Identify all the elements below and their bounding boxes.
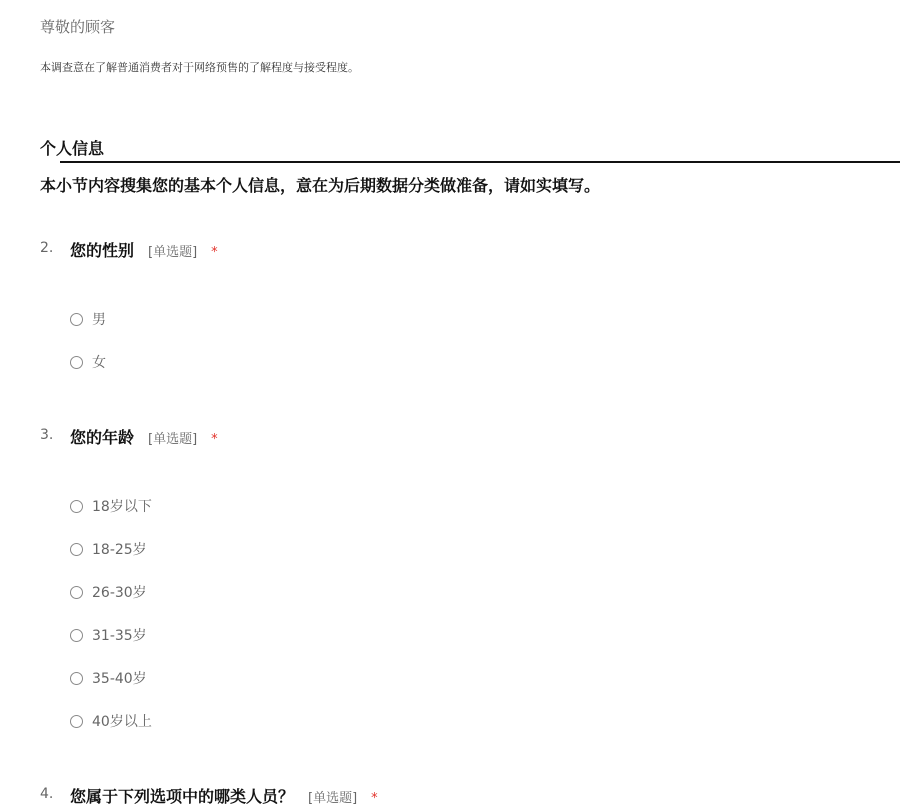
greeting-text: 尊敬的顾客 bbox=[40, 18, 116, 36]
radio-button[interactable] bbox=[70, 672, 83, 685]
question-title-text: 您的年龄 bbox=[70, 428, 135, 447]
question-occupation bbox=[40, 784, 880, 808]
required-marker: * bbox=[211, 432, 218, 447]
section-title: 个人信息 bbox=[40, 139, 105, 158]
option-label: 31-35岁 bbox=[92, 628, 147, 644]
option-gender-male[interactable] bbox=[70, 309, 106, 329]
question-gender bbox=[40, 238, 880, 371]
radio-button[interactable] bbox=[70, 313, 83, 326]
option-age-31-35[interactable] bbox=[70, 625, 147, 645]
option-gender-female[interactable] bbox=[70, 352, 106, 372]
question-number: 3. bbox=[40, 427, 54, 443]
question-number: 2. bbox=[40, 240, 54, 256]
option-label: 26-30岁 bbox=[92, 585, 147, 601]
option-age-18-25[interactable] bbox=[70, 539, 147, 559]
radio-button[interactable] bbox=[70, 629, 83, 642]
question-header bbox=[40, 425, 880, 449]
radio-button[interactable] bbox=[70, 543, 83, 556]
option-age-26-30[interactable] bbox=[70, 582, 147, 602]
section-divider bbox=[60, 161, 900, 163]
option-label: 35-40岁 bbox=[92, 671, 147, 687]
option-age-over-40[interactable] bbox=[70, 711, 152, 731]
survey-intro: 本调查意在了解普通消费者对于网络预售的了解程度与接受程度。 bbox=[40, 61, 359, 74]
question-title bbox=[70, 238, 218, 261]
option-label: 18岁以下 bbox=[92, 499, 152, 515]
option-age-under-18[interactable] bbox=[70, 496, 152, 516]
radio-button[interactable] bbox=[70, 586, 83, 599]
question-title-text: 您属于下列选项中的哪类人员？ bbox=[70, 787, 295, 806]
question-title-text: 您的性别 bbox=[70, 241, 135, 260]
section-description: 本小节内容搜集您的基本个人信息，意在为后期数据分类做准备，请如实填写。 bbox=[40, 176, 601, 195]
option-label: 18-25岁 bbox=[92, 542, 147, 558]
radio-button[interactable] bbox=[70, 356, 83, 369]
question-number: 4. bbox=[40, 786, 54, 802]
question-type-badge: [单选题] bbox=[148, 245, 198, 260]
required-marker: * bbox=[371, 791, 378, 806]
radio-button[interactable] bbox=[70, 500, 83, 513]
option-age-35-40[interactable] bbox=[70, 668, 147, 688]
option-label: 女 bbox=[92, 355, 106, 371]
required-marker: * bbox=[211, 245, 218, 260]
question-title bbox=[70, 784, 378, 807]
question-header bbox=[40, 784, 880, 808]
option-label: 40岁以上 bbox=[92, 714, 152, 730]
option-label: 男 bbox=[92, 312, 106, 328]
radio-button[interactable] bbox=[70, 715, 83, 728]
question-header bbox=[40, 238, 880, 262]
question-type-badge: [单选题] bbox=[148, 432, 198, 447]
question-age bbox=[40, 425, 880, 730]
question-title bbox=[70, 425, 218, 448]
question-type-badge: [单选题] bbox=[308, 791, 358, 806]
